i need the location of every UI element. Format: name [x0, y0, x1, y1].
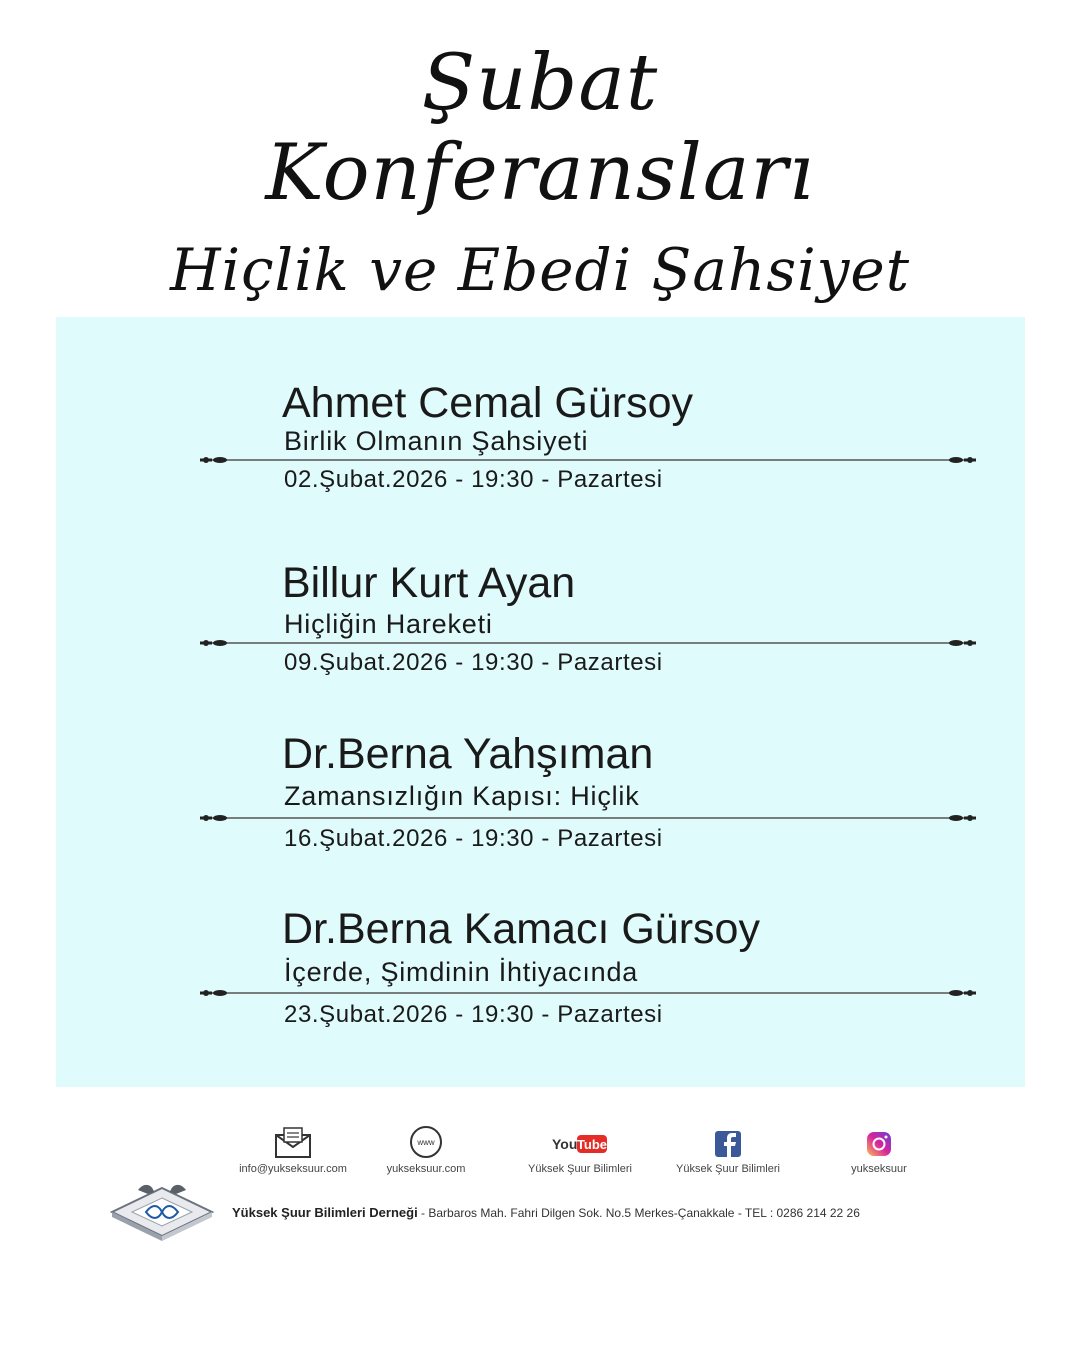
- title-line-1: Şubat: [421, 38, 659, 128]
- email-label: info@yukseksuur.com: [239, 1163, 347, 1175]
- email-contact[interactable]: [218, 1125, 368, 1175]
- conference-panel: [56, 317, 1025, 1087]
- youtube-logo-tube: Tube: [576, 1137, 608, 1152]
- speaker-name: Dr.Berna Kamacı Gürsoy: [282, 905, 760, 953]
- talk-topic: Birlik Olmanın Şahsiyeti: [284, 426, 589, 456]
- instagram-icon: [862, 1125, 896, 1159]
- speaker-name: Billur Kurt Ayan: [282, 559, 576, 607]
- talk-date: 23.Şubat.2026 - 19:30 - Pazartesi: [284, 1001, 663, 1028]
- talk-topic: Zamansızlığın Kapısı: Hiçlik: [284, 781, 640, 811]
- ornament-divider: [200, 636, 976, 650]
- talk-date: 09.Şubat.2026 - 19:30 - Pazartesi: [284, 649, 663, 676]
- ornament-divider: [200, 453, 976, 467]
- website-label: yukseksuur.com: [386, 1163, 466, 1175]
- youtube-label: Yüksek Şuur Bilimleri: [528, 1163, 632, 1175]
- facebook-label: Yüksek Şuur Bilimleri: [676, 1163, 780, 1175]
- www-text: www: [417, 1138, 435, 1147]
- website-contact[interactable]: [351, 1125, 501, 1175]
- footer-address: [232, 1205, 860, 1220]
- subtitle-theme: Hiçlik ve Ebedi Şahsiyet: [169, 236, 911, 304]
- talk-topic: Hiçliğin Hareketi: [284, 609, 493, 639]
- youtube-icon: [550, 1125, 610, 1159]
- globe-icon: [407, 1125, 445, 1159]
- instagram-contact[interactable]: [804, 1125, 954, 1175]
- facebook-contact[interactable]: [653, 1125, 803, 1175]
- ornament-divider: [200, 811, 976, 825]
- association-logo: [108, 1180, 216, 1242]
- envelope-icon: [273, 1125, 313, 1159]
- org-name: Yüksek Şuur Bilimleri Derneği: [232, 1205, 418, 1220]
- instagram-label: yukseksuur: [851, 1163, 907, 1175]
- title-line-2: Konferansları: [265, 128, 815, 218]
- ornament-divider: [200, 986, 976, 1000]
- speaker-name: Dr.Berna Yahşıman: [282, 730, 654, 778]
- youtube-logo-you: You: [552, 1136, 578, 1152]
- youtube-contact[interactable]: [505, 1125, 655, 1175]
- talk-topic: İçerde, Şimdinin İhtiyacında: [284, 957, 639, 987]
- speaker-name: Ahmet Cemal Gürsoy: [282, 379, 694, 427]
- address-text: - Barbaros Mah. Fahri Dilgen Sok. No.5 Merkes-Çanakkale - TEL : 0286 214 22 26: [417, 1206, 860, 1220]
- facebook-icon: [711, 1125, 745, 1159]
- talk-date: 16.Şubat.2026 - 19:30 - Pazartesi: [284, 825, 663, 852]
- talk-date: 02.Şubat.2026 - 19:30 - Pazartesi: [284, 466, 663, 493]
